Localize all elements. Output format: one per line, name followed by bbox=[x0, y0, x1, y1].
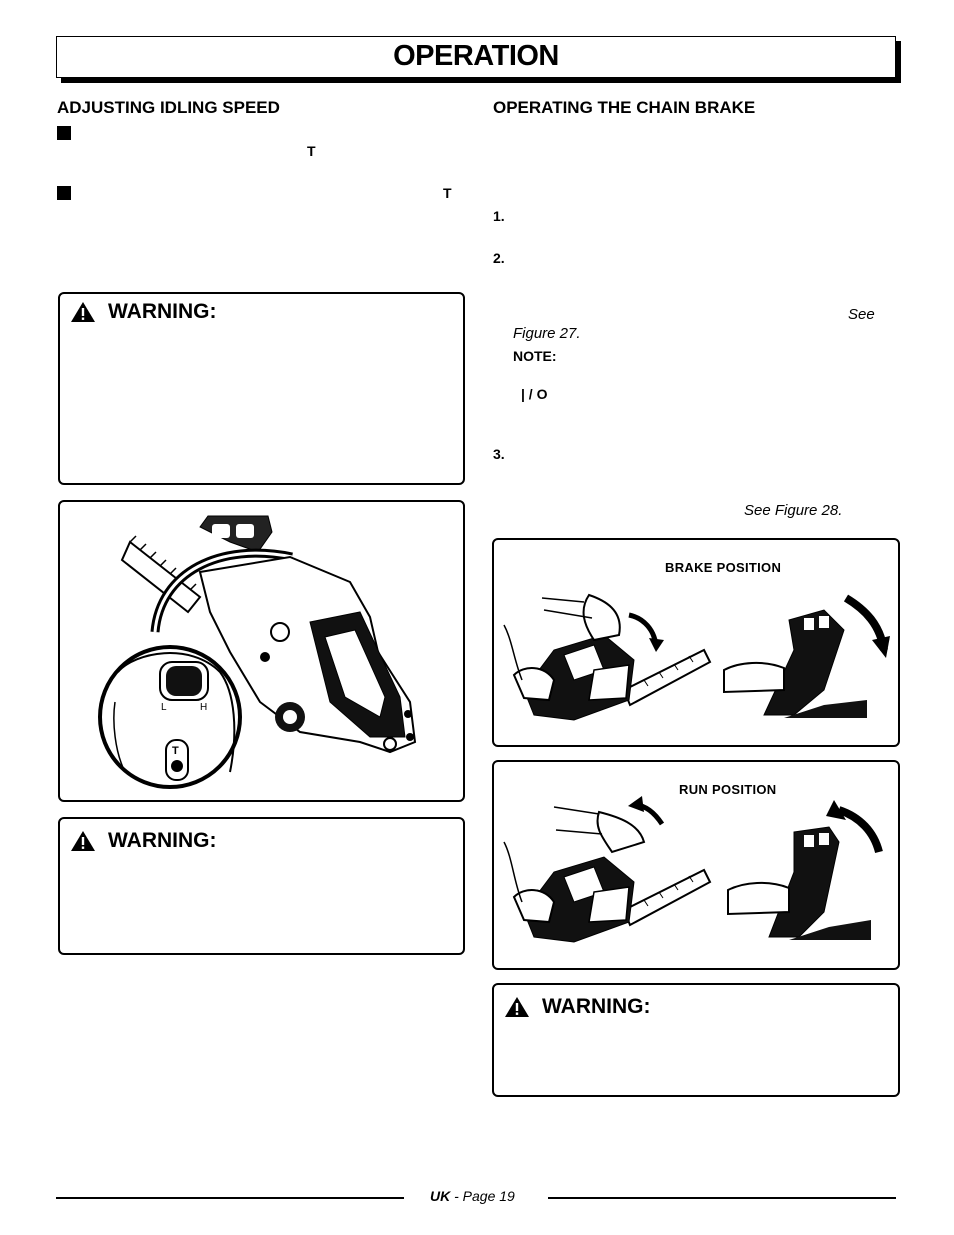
warning-box-3 bbox=[492, 983, 900, 1097]
step-3-number: 3. bbox=[493, 446, 505, 462]
brake-position-figure bbox=[492, 538, 900, 747]
warning-icon bbox=[504, 996, 530, 1018]
fig-label-t: T bbox=[172, 745, 179, 757]
footer-rule-right bbox=[548, 1197, 896, 1199]
run-position-label: RUN POSITION bbox=[679, 782, 777, 797]
section-title-chain-brake: OPERATING THE CHAIN BRAKE bbox=[493, 98, 756, 117]
see-reference: See bbox=[848, 306, 875, 323]
warning-icon bbox=[70, 301, 96, 323]
brake-illustration bbox=[494, 540, 897, 744]
footer-page: - Page 19 bbox=[450, 1188, 515, 1204]
figure-28-reference: See Figure 28. bbox=[744, 502, 843, 519]
footer-rule-left bbox=[56, 1197, 404, 1199]
brake-position-label: BRAKE POSITION bbox=[665, 560, 782, 575]
idle-adjust-figure bbox=[58, 500, 465, 802]
warning-title-3: WARNING: bbox=[542, 995, 651, 1018]
page-title: OPERATION bbox=[393, 40, 559, 72]
bullet-2 bbox=[57, 186, 71, 200]
section-title-idling: ADJUSTING IDLING SPEED bbox=[57, 98, 280, 117]
fig-label-h: H bbox=[200, 702, 208, 713]
footer-page-number bbox=[430, 1188, 515, 1204]
footer-uk: UK bbox=[430, 1188, 451, 1204]
note-label: NOTE: bbox=[513, 348, 557, 364]
warning-title-1: WARNING: bbox=[108, 300, 217, 323]
step-2-number: 2. bbox=[493, 250, 505, 266]
page-header bbox=[56, 36, 896, 78]
fig-label-l: L bbox=[161, 702, 167, 713]
warning-icon bbox=[70, 830, 96, 852]
run-illustration bbox=[494, 762, 897, 967]
run-position-figure bbox=[492, 760, 900, 970]
switch-symbol: | / O bbox=[521, 386, 548, 402]
chainsaw-illustration bbox=[60, 502, 462, 799]
warning-box-2 bbox=[58, 817, 465, 955]
bullet2-t-label: T bbox=[443, 185, 452, 201]
warning-box-1 bbox=[58, 292, 465, 485]
figure-27-reference: Figure 27. bbox=[513, 325, 581, 342]
warning-title-2: WARNING: bbox=[108, 829, 217, 852]
bullet1-t-label: T bbox=[307, 143, 316, 159]
bullet-1 bbox=[57, 126, 71, 140]
step-1-number: 1. bbox=[493, 208, 505, 224]
